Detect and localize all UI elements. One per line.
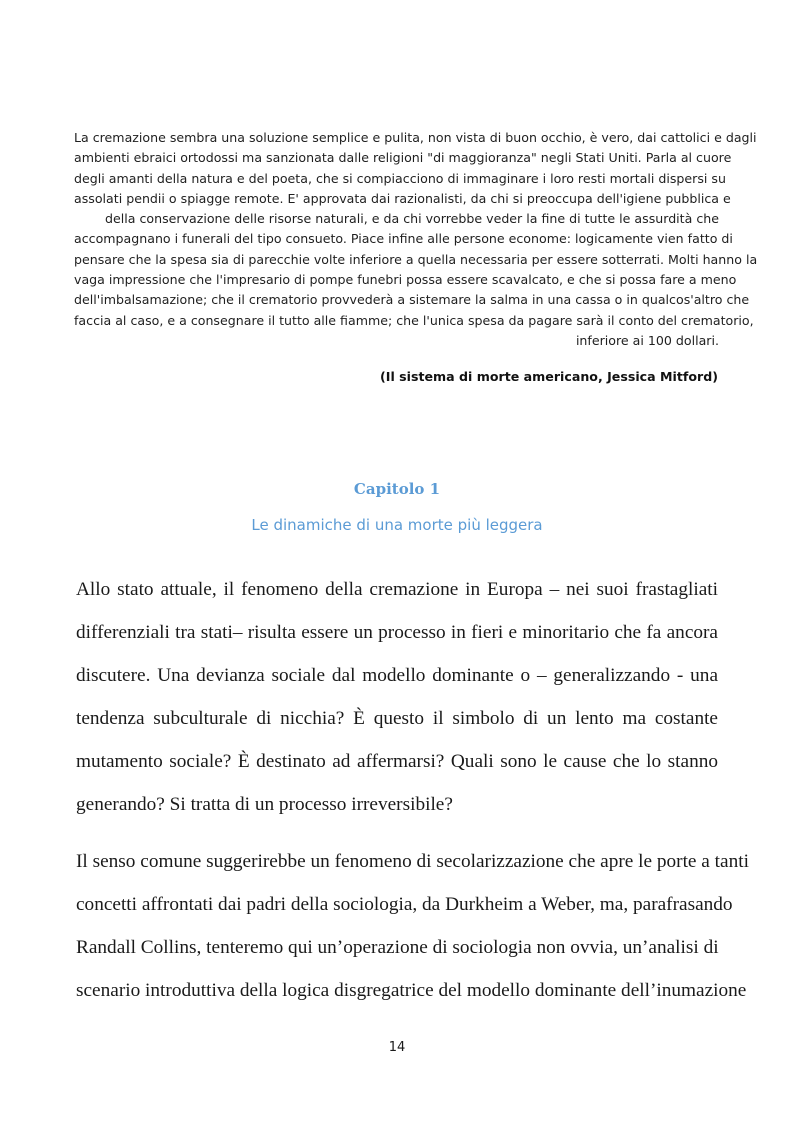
chapter-title: Le dinamiche di una morte più leggera (251, 516, 543, 534)
body-line: generando? Si tratta di un processo irreversibile? (76, 794, 453, 815)
body-line: discutere. Una devianza sociale dal modello dominante o – generalizzando - una (76, 665, 718, 686)
epigraph-quote (74, 128, 758, 351)
epigraph-line: ambienti ebraici ortodossi ma sanzionata dalle religioni "di maggioranza" negli Stati Uniti. Parla al cuore (74, 150, 732, 166)
body-line: tendenza subculturale di nicchia? È questo il simbolo di un lento ma costante (76, 708, 718, 729)
epigraph-line: assolati pendii o spiagge remote. E' approvata dai razionalisti, da chi si preoccupa dell'igiene pubblica e (74, 190, 731, 206)
body-line: concetti affrontati dai padri della sociologia, da Durkheim a Weber, ma, parafrasando (76, 894, 733, 915)
epigraph-line: degli amanti della natura e del poeta, che si compiacciono di immaginare i loro resti mortali dispersi su (74, 170, 726, 186)
epigraph-line: vaga impressione che l'impresario di pompe funebri possa essere scavalcato, e che si possa fare a meno (74, 272, 737, 288)
epigraph-source: (Il sistema di morte americano, Jessica Mitford) (380, 369, 718, 384)
chapter-number: Capitolo 1 (353, 480, 441, 498)
body-line: differenziali tra stati– risulta essere un processo in fieri e minoritario che fa ancora (76, 622, 718, 643)
epigraph-line: pensare che la spesa sia di parecchie volte inferiore a quella necessaria per essere sotterrati. Molti hanno la (74, 251, 758, 267)
body-line: Il senso comune suggerirebbe un fenomeno di secolarizzazione che apre le porte a tanti (76, 851, 749, 872)
body-line: scenario introduttiva della logica disgregatrice del modello dominante dell’inumazione (76, 980, 747, 1001)
body-line: Allo stato attuale, il fenomeno della cremazione in Europa – nei suoi frastagliati (76, 579, 718, 600)
epigraph-line: dell'imbalsamazione; che il crematorio provvederà a sistemare la salma in una cassa o in qualcos'altro che (74, 292, 750, 308)
body-paragraph-1 (76, 568, 718, 826)
epigraph-line: La cremazione sembra una soluzione semplice e pulita, non vista di buon occhio, è vero, dai cattolici e dagli (74, 130, 757, 145)
body-paragraph-2 (76, 840, 749, 1012)
body-line: mutamento sociale? È destinato ad affermarsi? Quali sono le cause che lo stanno (76, 751, 718, 772)
epigraph-line: inferiore ai 100 dollari. (575, 332, 719, 348)
epigraph-line: accompagnano i funerali del tipo consueto. Piace infine alle persone econome: logicamente vien fatto di (74, 231, 733, 247)
epigraph-line: della conservazione delle risorse naturali, e da chi vorrebbe veder la fine di tutte le assurdità che (105, 211, 719, 227)
page-number: 14 (388, 1040, 406, 1055)
body-line: Randall Collins, tenteremo qui un’operazione di sociologia non ovvia, un’analisi di (76, 937, 719, 958)
epigraph-line: faccia al caso, e a consegnare il tutto alle fiamme; che l'unica spesa da pagare sarà il conto del crematorio, (74, 312, 754, 328)
